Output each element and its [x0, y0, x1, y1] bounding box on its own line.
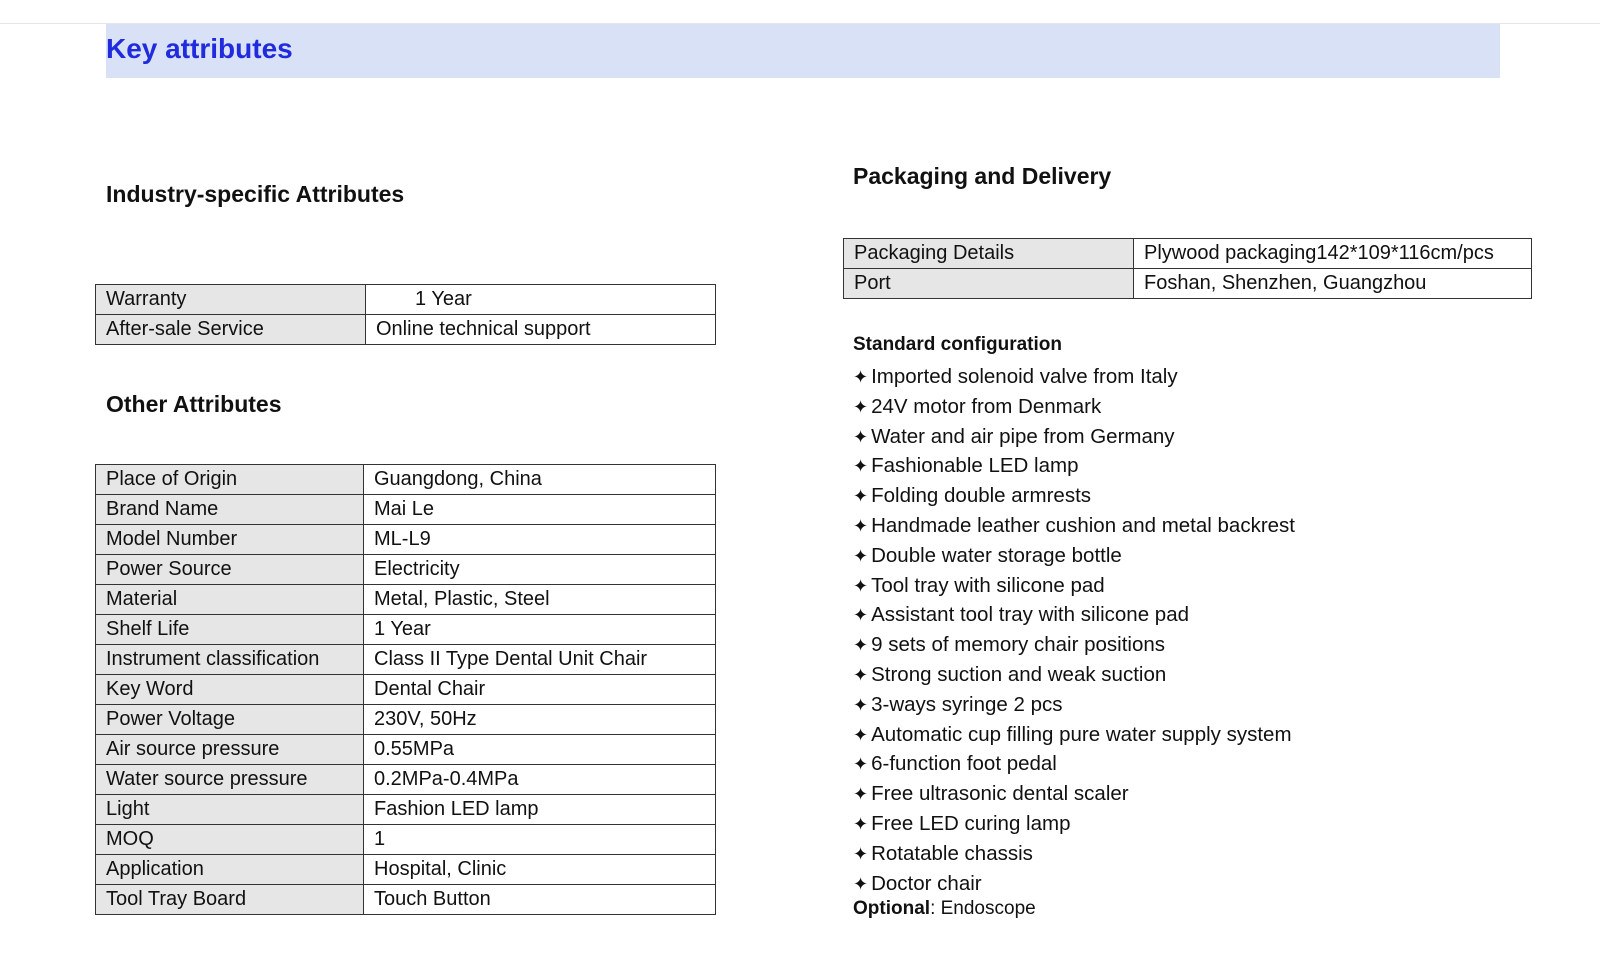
- page-title: Key attributes: [106, 33, 293, 64]
- attribute-value: Metal, Plastic, Steel: [364, 585, 716, 615]
- attribute-key: Instrument classification: [96, 645, 364, 675]
- attribute-value: Dental Chair: [364, 675, 716, 705]
- star-bullet-icon: ✦: [853, 813, 869, 835]
- table-row: [96, 495, 716, 525]
- star-bullet-icon: ✦: [853, 873, 869, 895]
- attribute-key: After-sale Service: [96, 315, 366, 345]
- star-bullet-icon: ✦: [853, 426, 869, 448]
- list-item-text: Water and air pipe from Germany: [871, 424, 1175, 448]
- star-bullet-icon: ✦: [853, 575, 869, 597]
- list-item-text: 3-ways syringe 2 pcs: [871, 692, 1063, 716]
- attribute-key: Port: [844, 269, 1134, 299]
- attribute-value: 1 Year: [366, 285, 716, 315]
- attribute-value: 230V, 50Hz: [364, 705, 716, 735]
- list-item-text: Double water storage bottle: [871, 543, 1122, 567]
- table-row: [96, 615, 716, 645]
- star-bullet-icon: ✦: [853, 635, 869, 657]
- list-item-text: Automatic cup filling pure water supply system: [871, 722, 1292, 746]
- attribute-value: 0.55MPa: [364, 735, 716, 765]
- list-item-text: Imported solenoid valve from Italy: [871, 365, 1178, 388]
- attribute-key: MOQ: [96, 825, 364, 855]
- attribute-value: 0.2MPa-0.4MPa: [364, 765, 716, 795]
- packaging-delivery-heading: Packaging and Delivery: [853, 163, 1112, 189]
- attribute-value: Plywood packaging142*109*116cm/pcs: [1134, 239, 1532, 269]
- list-item-text: Fashionable LED lamp: [871, 454, 1079, 478]
- attribute-value: Guangdong, China: [364, 465, 716, 495]
- industry-attributes-table: [95, 284, 716, 345]
- attribute-key: Water source pressure: [96, 765, 364, 795]
- list-item-text: Free ultrasonic dental scaler: [871, 782, 1129, 806]
- table-row: [96, 315, 716, 345]
- table-row: [96, 585, 716, 615]
- industry-attributes-heading: Industry-specific Attributes: [106, 181, 405, 207]
- list-item-text: 9 sets of memory chair positions: [871, 633, 1166, 657]
- attribute-key: Power Source: [96, 555, 364, 585]
- list-item-text: Free LED curing lamp: [871, 811, 1071, 835]
- table-row: [96, 855, 716, 885]
- attribute-value: Foshan, Shenzhen, Guangzhou: [1134, 269, 1532, 299]
- attribute-key: Key Word: [96, 675, 364, 705]
- table-row: [96, 555, 716, 585]
- star-bullet-icon: ✦: [853, 605, 869, 627]
- table-row: [844, 239, 1532, 269]
- standard-configuration-list: [853, 362, 1295, 898]
- other-attributes-table: [95, 464, 716, 915]
- star-bullet-icon: ✦: [853, 367, 869, 388]
- list-item: [853, 600, 1295, 630]
- list-item-text: 6-function foot pedal: [871, 752, 1057, 776]
- table-row: [96, 675, 716, 705]
- attribute-key: Material: [96, 585, 364, 615]
- star-bullet-icon: ✦: [853, 396, 869, 418]
- optional-value: Endoscope: [935, 898, 1036, 919]
- list-item: [853, 630, 1295, 660]
- list-item: [853, 839, 1295, 869]
- list-item: [853, 660, 1295, 690]
- attribute-value: Fashion LED lamp: [364, 795, 716, 825]
- star-bullet-icon: ✦: [853, 515, 869, 537]
- attribute-key: Application: [96, 855, 364, 885]
- list-item: [853, 749, 1295, 779]
- star-bullet-icon: ✦: [853, 486, 869, 508]
- attribute-key: Tool Tray Board: [96, 885, 364, 915]
- attribute-key: Packaging Details: [844, 239, 1134, 269]
- key-attributes-banner: [106, 24, 1500, 78]
- table-row: [96, 825, 716, 855]
- attribute-value: Class II Type Dental Unit Chair: [364, 645, 716, 675]
- star-bullet-icon: ✦: [853, 784, 869, 806]
- attribute-value: Touch Button: [364, 885, 716, 915]
- table-row: [96, 645, 716, 675]
- attribute-value: Electricity: [364, 555, 716, 585]
- list-item: [853, 809, 1295, 839]
- attribute-key: Model Number: [96, 525, 364, 555]
- star-bullet-icon: ✦: [853, 724, 869, 746]
- list-item-text: Tool tray with silicone pad: [871, 573, 1105, 597]
- list-item: [853, 541, 1295, 571]
- list-item: [853, 571, 1295, 601]
- attribute-key: Air source pressure: [96, 735, 364, 765]
- optional-note: [853, 898, 1036, 920]
- attribute-key: Light: [96, 795, 364, 825]
- list-item: [853, 511, 1295, 541]
- attribute-value: 1 Year: [364, 615, 716, 645]
- list-item: [853, 422, 1295, 452]
- attribute-key: Brand Name: [96, 495, 364, 525]
- star-bullet-icon: ✦: [853, 456, 869, 478]
- optional-separator: :: [930, 898, 936, 919]
- table-row: [96, 705, 716, 735]
- list-item-text: Assistant tool tray with silicone pad: [871, 603, 1189, 627]
- star-bullet-icon: ✦: [853, 843, 869, 865]
- attribute-value: ML-L9: [364, 525, 716, 555]
- list-item: [853, 720, 1295, 750]
- attribute-value: 1: [364, 825, 716, 855]
- table-row: [96, 735, 716, 765]
- table-row: [96, 285, 716, 315]
- list-item-text: Handmade leather cushion and metal backrest: [871, 513, 1296, 537]
- list-item-text: Rotatable chassis: [871, 841, 1033, 865]
- attribute-key: Place of Origin: [96, 465, 364, 495]
- table-row: [96, 795, 716, 825]
- star-bullet-icon: ✦: [853, 754, 869, 776]
- star-bullet-icon: ✦: [853, 664, 869, 686]
- attribute-key: Power Voltage: [96, 705, 364, 735]
- attribute-value: Online technical support: [366, 315, 716, 345]
- table-row: [844, 269, 1532, 299]
- other-attributes-heading: Other Attributes: [106, 391, 282, 417]
- list-item-text: Strong suction and weak suction: [871, 662, 1167, 686]
- list-item: [853, 392, 1295, 422]
- list-item-text: 24V motor from Denmark: [871, 394, 1102, 418]
- list-item: [853, 451, 1295, 481]
- table-row: [96, 765, 716, 795]
- optional-label: Optional: [853, 898, 931, 919]
- attribute-value: Hospital, Clinic: [364, 855, 716, 885]
- table-row: [96, 525, 716, 555]
- table-row: [96, 465, 716, 495]
- table-row: [96, 885, 716, 915]
- star-bullet-icon: ✦: [853, 545, 869, 567]
- attribute-key: Shelf Life: [96, 615, 364, 645]
- list-item: [853, 869, 1295, 899]
- attribute-key: Warranty: [96, 285, 366, 315]
- standard-configuration-heading: Standard configuration: [853, 334, 1062, 355]
- list-item: [853, 481, 1295, 511]
- star-bullet-icon: ✦: [853, 694, 869, 716]
- list-item: [853, 690, 1295, 720]
- list-item: [853, 779, 1295, 809]
- list-item-text: Doctor chair: [871, 871, 982, 895]
- list-item: [853, 362, 1295, 392]
- attribute-value: Mai Le: [364, 495, 716, 525]
- list-item-text: Folding double armrests: [871, 484, 1092, 508]
- packaging-delivery-table: [843, 238, 1532, 299]
